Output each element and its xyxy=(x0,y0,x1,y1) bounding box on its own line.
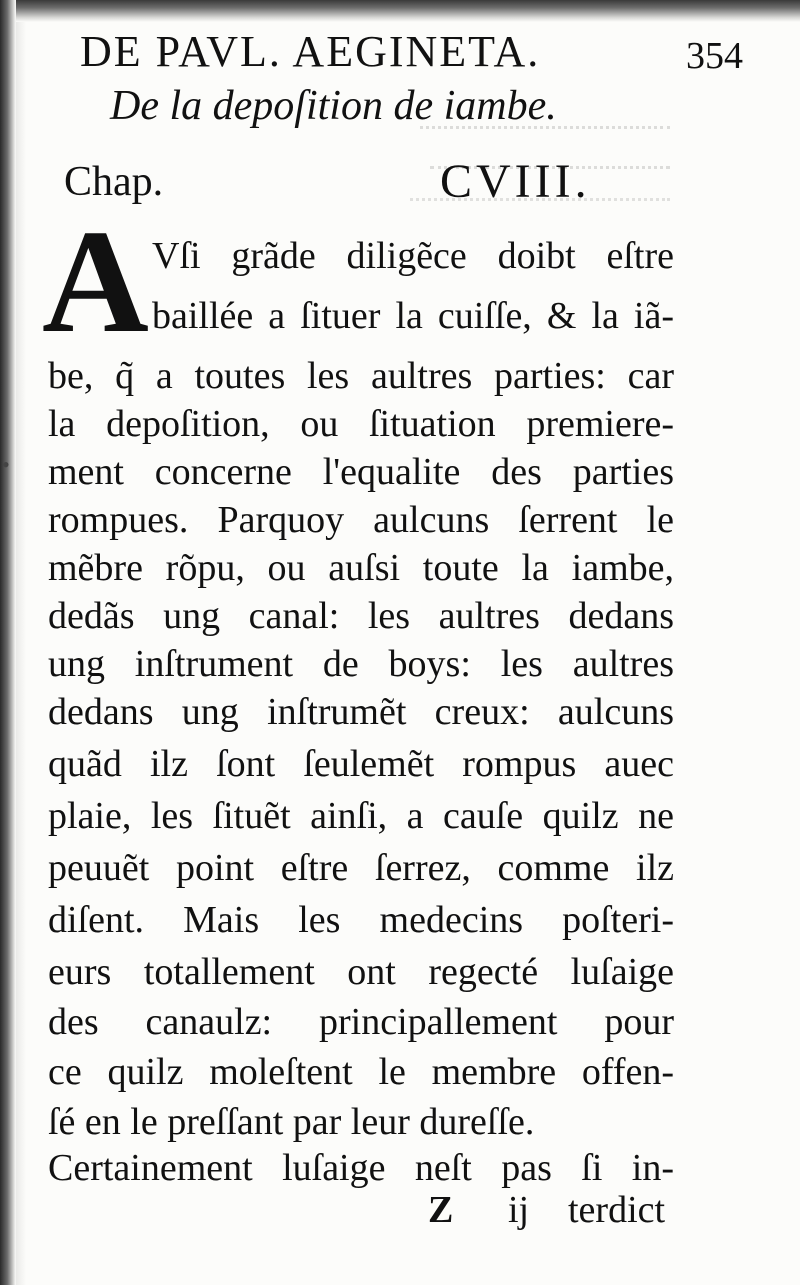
margin-dot-icon: • xyxy=(2,452,10,477)
text-line: quãd ilz ſont ſeulemẽt rompus auec xyxy=(48,743,674,785)
page-gutter-fade xyxy=(16,22,26,1285)
signature-mark: Z xyxy=(428,1189,454,1231)
running-head: DE PAVL. AEGINETA. xyxy=(80,27,541,76)
page-gutter-shadow xyxy=(0,0,16,1285)
text-line: ung inſtrument de boys: les aultres xyxy=(48,643,674,685)
catchword: terdict xyxy=(568,1189,666,1231)
text-line: baillée a ſituer la cuiſſe, & la iã- xyxy=(152,295,674,337)
text-line: la depoſition, ou ſituation premiere- xyxy=(48,403,674,445)
chapter-number: CVIII. xyxy=(440,155,591,208)
text-line: Vſi grãde diligẽce doibt eſtre xyxy=(152,235,674,277)
page-top-shadow xyxy=(0,0,800,22)
signature-leaf: ij xyxy=(508,1189,530,1231)
text-line: ment concerne l'equalite des parties xyxy=(48,451,674,493)
text-line: peuuẽt point eſtre ſerrez, comme ilz xyxy=(48,847,674,889)
text-line: ce quilz moleſtent le membre offen- xyxy=(48,1051,674,1093)
text-line: des canaulz: principallement pour xyxy=(48,1001,674,1043)
chapter-label: Chap. xyxy=(64,159,164,205)
text-line: dedans ung inſtrumẽt creux: aulcuns xyxy=(48,691,674,733)
text-line: ſé en le preſſant par leur dureſſe. xyxy=(48,1101,535,1143)
page-number: 354 xyxy=(686,35,743,77)
text-line: dedãs ung canal: les aultres dedans xyxy=(48,595,674,637)
chapter-title: De la depoſition de iambe. xyxy=(110,83,557,129)
text-line: plaie, les ſituẽt ainſi, a cauſe quilz ne xyxy=(48,795,674,837)
text-line: mẽbre rõpu, ou auſsi toute la iambe, xyxy=(48,547,674,589)
text-line: Certainement luſaige neſt pas ſi in- xyxy=(48,1147,674,1189)
text-line: be, q̃ a toutes les aultres parties: car xyxy=(48,355,674,397)
text-line: diſent. Mais les medecins poſteri- xyxy=(48,899,674,941)
text-line: rompues. Parquoy aulcuns ſerrent le xyxy=(48,499,674,541)
drop-cap: A xyxy=(42,200,149,364)
text-line: eurs totallement ont regecté luſaige xyxy=(48,951,674,993)
